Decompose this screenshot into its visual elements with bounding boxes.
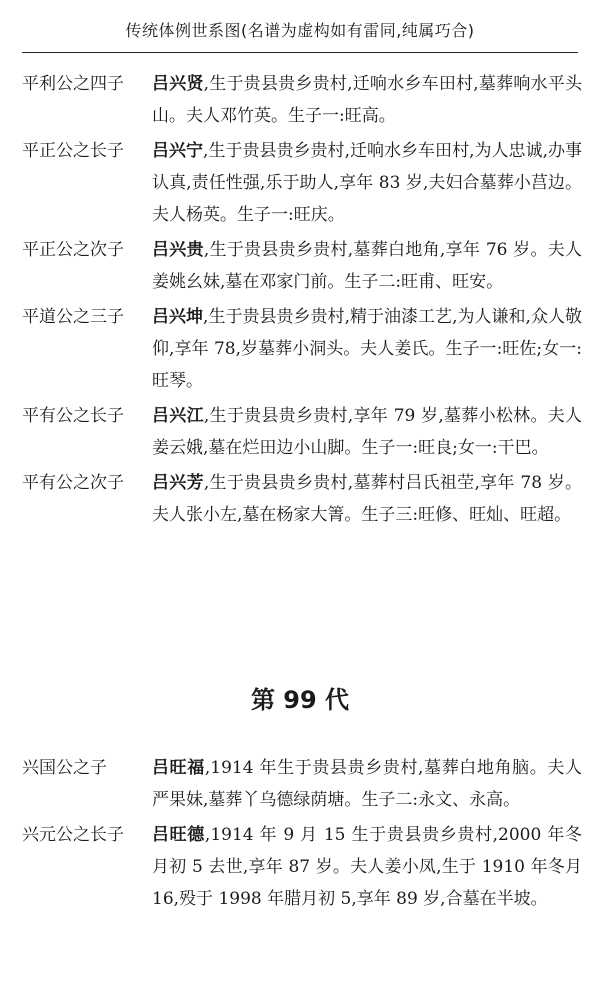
entry-text xyxy=(152,467,582,531)
entry-text xyxy=(152,135,582,231)
entry-body: ,生于贵县贵乡贵村,享年 79 岁,墓葬小松林。夫人姜云娥,墓在烂田边小山脚。生子一:旺良;女一:干巴。 xyxy=(152,406,583,458)
entry-text xyxy=(152,400,582,464)
header-rule xyxy=(22,52,578,53)
person-name: 吕兴芳 xyxy=(152,473,204,493)
person-name: 吕兴贤 xyxy=(152,74,204,94)
genealogy-entry xyxy=(22,752,582,816)
person-name: 吕兴江 xyxy=(152,406,204,426)
entry-text xyxy=(152,301,582,397)
entry-text xyxy=(152,819,582,915)
entry-text xyxy=(152,68,582,132)
relation-label: 平有公之次子 xyxy=(22,473,124,493)
genealogy-entry xyxy=(22,234,582,298)
entry-body: ,生于贵县贵乡贵村,迁响水乡车田村,墓葬响水平头山。夫人邓竹英。生子一:旺高。 xyxy=(152,74,582,126)
relation-label: 兴国公之子 xyxy=(22,758,107,778)
entry-body: ,1914 年生于贵县贵乡贵村,墓葬白地角脑。夫人严果妹,墓葬丫乌德绿荫塘。生子二:永文、永高。 xyxy=(152,758,582,810)
genealogy-entry xyxy=(22,68,582,132)
genealogy-entry xyxy=(22,301,582,397)
relation-label: 平正公之长子 xyxy=(22,141,124,161)
genealogy-entry xyxy=(22,819,582,915)
relation-label: 平正公之次子 xyxy=(22,240,124,260)
genealogy-entry xyxy=(22,135,582,231)
relation-label: 平道公之三子 xyxy=(22,307,124,327)
person-name: 吕旺福 xyxy=(152,758,205,778)
person-name: 吕旺德 xyxy=(152,825,205,845)
person-name: 吕兴坤 xyxy=(152,307,204,327)
relation-label: 平利公之四子 xyxy=(22,74,124,94)
entry-text xyxy=(152,752,582,816)
entry-body: ,生于贵县贵乡贵村,墓葬村吕氏祖茔,享年 78 岁。夫人张小左,墓在杨家大箐。生子三:旺修、旺灿、旺超。 xyxy=(152,473,583,525)
person-name: 吕兴宁 xyxy=(152,141,204,161)
genealogy-section-99 xyxy=(22,752,582,918)
genealogy-entry xyxy=(22,467,582,531)
entry-text xyxy=(152,234,582,298)
relation-label: 平有公之长子 xyxy=(22,406,124,426)
entry-body: ,生于贵县贵乡贵村,精于油漆工艺,为人谦和,众人敬仰,享年 78,岁墓葬小洞头。夫人姜氏。生子一:旺佐;女一:旺琴。 xyxy=(152,307,582,391)
person-name: 吕兴贵 xyxy=(152,240,204,260)
generation-heading: 第 99 代 xyxy=(250,686,350,714)
page-header xyxy=(0,0,600,52)
genealogy-entry xyxy=(22,400,582,464)
entry-body: ,生于贵县贵乡贵村,迁响水乡车田村,为人忠诚,办事认真,责任性强,乐于助人,享年 83 岁,夫妇合墓葬小莒边。夫人杨英。生子一:旺庆。 xyxy=(152,141,582,225)
genealogy-section-98 xyxy=(22,68,582,534)
header-title: 传统体例世系图(名谱为虚构如有雷同,纯属巧合) xyxy=(125,21,475,40)
relation-label: 兴元公之长子 xyxy=(22,825,124,845)
entry-body: ,1914 年 9 月 15 生于贵县贵乡贵村,2000 年冬月初 5 去世,享年 87 岁。夫人姜小凤,生于 1910 年冬月 16,殁于 1998 年腊月初 5,享年 89 岁,合墓在半坡。 xyxy=(152,825,582,909)
entry-body: ,生于贵县贵乡贵村,墓葬白地角,享年 76 岁。夫人姜姚幺妹,墓在邓家门前。生子二:旺甫、旺安。 xyxy=(152,240,583,292)
